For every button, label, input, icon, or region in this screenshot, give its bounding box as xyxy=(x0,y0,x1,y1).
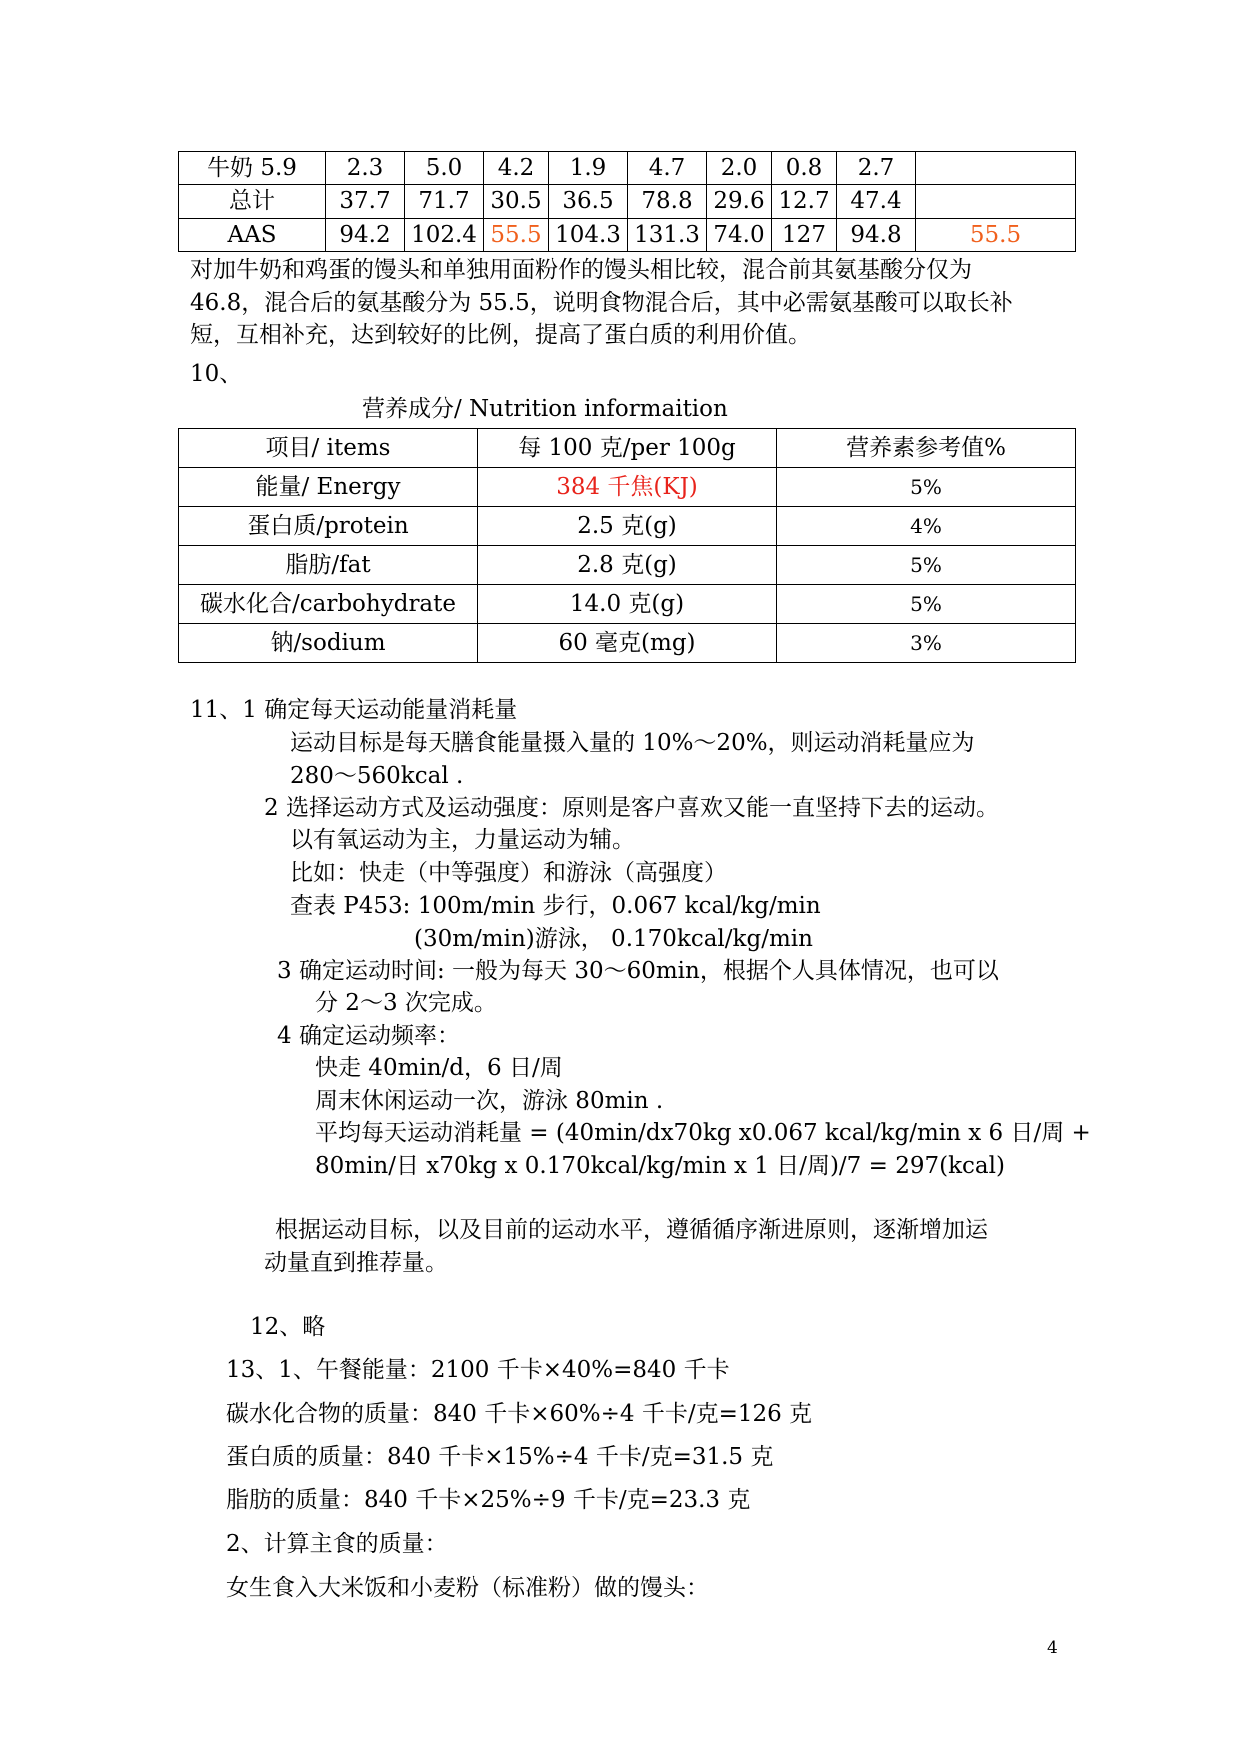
row-label: 总计 xyxy=(179,185,326,219)
table-cell: 36.5 xyxy=(549,185,628,219)
q13-line: 13、1、午餐能量：2100 千卡×40%=840 千卡 xyxy=(226,1357,730,1383)
table-cell: 78.8 xyxy=(628,185,707,219)
table-cell: 脂肪/fat xyxy=(179,546,478,585)
table-cell: 60 毫克(mg) xyxy=(478,624,777,663)
q13-line: 2、计算主食的质量： xyxy=(226,1531,448,1557)
table-cell: 5% xyxy=(777,546,1076,585)
q11-line: 4 确定运动频率： xyxy=(277,1023,460,1049)
table-row xyxy=(179,624,1076,663)
column-header: 营养素参考值% xyxy=(777,429,1076,468)
q13-line: 碳水化合物的质量：840 千卡×60%÷4 千卡/克=126 克 xyxy=(226,1401,813,1427)
table-row xyxy=(179,507,1076,546)
table-cell: 4.2 xyxy=(484,152,549,185)
table-cell: 30.5 xyxy=(484,185,549,219)
q13-line: 女生食入大米饭和小麦粉（标准粉）做的馒头： xyxy=(226,1575,709,1601)
page-number: 4 xyxy=(1047,1638,1058,1658)
q11-line: 280～560kcal . xyxy=(290,763,464,789)
table-cell: 2.3 xyxy=(326,152,405,185)
table-cell: 74.0 xyxy=(707,219,772,252)
table-row xyxy=(179,185,1076,219)
q11-line: 运动目标是每天膳食能量摄入量的 10%～20%，则运动消耗量应为 xyxy=(290,730,975,756)
table-header-row xyxy=(179,429,1076,468)
table-cell: 5% xyxy=(777,585,1076,624)
q11-line: 快走 40min/d，6 日/周 xyxy=(315,1055,563,1081)
table-cell: 2.7 xyxy=(837,152,916,185)
q11-line: 查表 P453: 100m/min 步行，0.067 kcal/kg/min xyxy=(290,893,821,919)
column-header: 项目/ items xyxy=(179,429,478,468)
question-number: 10、 xyxy=(190,361,243,387)
table-cell xyxy=(916,185,1076,219)
q11-line: 3 确定运动时间: 一般为每天 30～60min，根据个人具体情况，也可以 xyxy=(277,958,999,984)
nutrition-table xyxy=(178,428,1076,663)
table-cell: 94.8 xyxy=(837,219,916,252)
question-12: 12、略 xyxy=(250,1314,326,1340)
paragraph-line: 对加牛奶和鸡蛋的馒头和单独用面粉作的馒头相比较，混合前其氨基酸分仅为 xyxy=(190,257,972,283)
q11-line: 80min/日 x70kg x 0.170kcal/kg/min x 1 日/周)/7 = 297(kcal) xyxy=(315,1153,1005,1179)
table-cell: 钠/sodium xyxy=(179,624,478,663)
table-row xyxy=(179,219,1076,252)
table-cell: 71.7 xyxy=(405,185,484,219)
table-cell: 0.8 xyxy=(772,152,837,185)
table-cell: 5.0 xyxy=(405,152,484,185)
table-cell: 4% xyxy=(777,507,1076,546)
row-label: AAS xyxy=(179,219,326,252)
table-cell: 2.8 克(g) xyxy=(478,546,777,585)
q11-line: 根据运动目标，以及目前的运动水平，遵循循序渐进原则，逐渐增加运 xyxy=(275,1217,988,1243)
table-cell: 2.0 xyxy=(707,152,772,185)
table-cell: 131.3 xyxy=(628,219,707,252)
energy-value-cell: 384 千焦(KJ) xyxy=(478,468,777,507)
column-header: 每 100 克/per 100g xyxy=(478,429,777,468)
row-label: 牛奶 5.9 xyxy=(179,152,326,185)
table-cell: 29.6 xyxy=(707,185,772,219)
table-cell: 碳水化合/carbohydrate xyxy=(179,585,478,624)
limiting-aas-cell: 55.5 xyxy=(484,219,549,252)
q13-line: 蛋白质的质量：840 千卡×15%÷4 千卡/克=31.5 克 xyxy=(226,1444,774,1470)
aas-result-cell: 55.5 xyxy=(916,219,1076,252)
q11-line: 动量直到推荐量。 xyxy=(264,1250,448,1276)
q11-line: 周末休闲运动一次，游泳 80min . xyxy=(315,1088,664,1114)
table-row xyxy=(179,585,1076,624)
q13-line: 脂肪的质量：840 千卡×25%÷9 千卡/克=23.3 克 xyxy=(226,1487,751,1513)
amino-acid-table xyxy=(178,151,1076,252)
table-cell: 12.7 xyxy=(772,185,837,219)
q11-line: 11、1 确定每天运动能量消耗量 xyxy=(190,697,518,723)
table-row xyxy=(179,152,1076,185)
table-cell: 14.0 克(g) xyxy=(478,585,777,624)
table-cell: 2.5 克(g) xyxy=(478,507,777,546)
q11-line: 以有氧运动为主，力量运动为辅。 xyxy=(290,827,635,853)
table-cell: 94.2 xyxy=(326,219,405,252)
table-cell: 47.4 xyxy=(837,185,916,219)
paragraph-line: 46.8，混合后的氨基酸分为 55.5，说明食物混合后，其中必需氨基酸可以取长补 xyxy=(190,290,1013,316)
table-caption: 营养成分/ Nutrition informaition xyxy=(362,396,728,422)
q11-line: 分 2～3 次完成。 xyxy=(315,990,497,1016)
table-cell: 102.4 xyxy=(405,219,484,252)
table-cell: 37.7 xyxy=(326,185,405,219)
table-cell: 能量/ Energy xyxy=(179,468,478,507)
table-cell: 1.9 xyxy=(549,152,628,185)
table-row xyxy=(179,468,1076,507)
q11-line: (30m/min)游泳， 0.170kcal/kg/min xyxy=(414,926,813,952)
table-cell: 蛋白质/protein xyxy=(179,507,478,546)
table-cell: 104.3 xyxy=(549,219,628,252)
table-cell: 5% xyxy=(777,468,1076,507)
q11-line: 比如：快走（中等强度）和游泳（高强度） xyxy=(290,860,727,886)
q11-line: 平均每天运动消耗量 = (40min/dx70kg x0.067 kcal/kg/min x 6 日/周 + xyxy=(315,1120,1091,1146)
paragraph-line: 短，互相补充，达到较好的比例，提高了蛋白质的利用价值。 xyxy=(190,322,811,348)
table-cell: 3% xyxy=(777,624,1076,663)
table-cell: 4.7 xyxy=(628,152,707,185)
q11-line: 2 选择运动方式及运动强度：原则是客户喜欢又能一直坚持下去的运动。 xyxy=(264,795,999,821)
table-cell xyxy=(916,152,1076,185)
table-row xyxy=(179,546,1076,585)
table-cell: 127 xyxy=(772,219,837,252)
